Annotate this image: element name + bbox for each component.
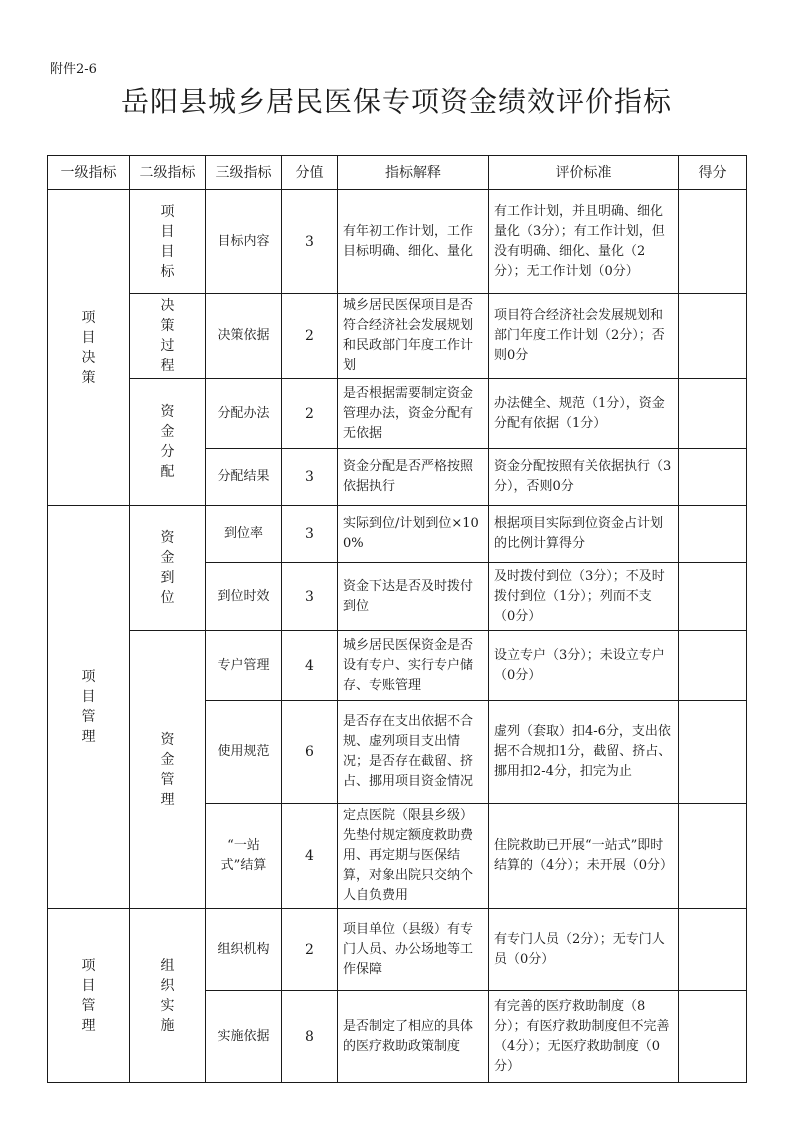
header-points: 得分	[679, 156, 747, 190]
level3-cell: 实施依据	[206, 991, 282, 1083]
standard-cell: 住院救助已开展“一站式”即时结算的（4分）；未开展（0分）	[489, 804, 679, 909]
level3-cell: 决策依据	[206, 294, 282, 379]
score-cell: 3	[282, 190, 338, 294]
score-cell: 4	[282, 804, 338, 909]
level1-cell	[48, 909, 130, 1083]
level1-label: 项目决策	[81, 309, 96, 386]
indicator-table	[47, 155, 747, 1083]
level3-cell: 使用规范	[206, 701, 282, 804]
document-title: 岳阳县城乡居民医保专项资金绩效评价指标	[120, 85, 672, 118]
score-cell: 2	[282, 379, 338, 449]
table-row	[48, 379, 747, 449]
standard-cell: 项目符合经济社会发展规划和部门年度工作计划（2分）；否则0分	[489, 294, 679, 379]
level3-cell: 分配结果	[206, 449, 282, 506]
header-score: 分值	[282, 156, 338, 190]
table-row	[48, 294, 747, 379]
points-cell	[679, 379, 747, 449]
score-cell: 2	[282, 294, 338, 379]
level2-label: 资金到位	[160, 530, 175, 606]
level3-cell: “一站式”结算	[206, 804, 282, 909]
explanation-cell: 有年初工作计划，工作目标明确、细化、量化	[338, 190, 489, 294]
score-cell: 4	[282, 631, 338, 701]
points-cell	[679, 804, 747, 909]
score-cell: 3	[282, 506, 338, 563]
points-cell	[679, 449, 747, 506]
score-cell: 3	[282, 563, 338, 631]
header-standard: 评价标准	[489, 156, 679, 190]
level3-cell: 分配办法	[206, 379, 282, 449]
standard-cell: 有工作计划，并且明确、细化量化（3分）；有工作计划，但没有明确、细化、量化（2分）；无工作计划（0分）	[489, 190, 679, 294]
score-cell: 8	[282, 991, 338, 1083]
table-row	[48, 631, 747, 701]
standard-cell: 及时拨付到位（3分）；不及时拨付到位（1分）；列而不支（0分）	[489, 563, 679, 631]
score-cell: 2	[282, 909, 338, 991]
standard-cell: 设立专户（3分）；未设立专户（0分）	[489, 631, 679, 701]
points-cell	[679, 631, 747, 701]
explanation-cell: 是否根据需要制定资金管理办法，资金分配有无依据	[338, 379, 489, 449]
explanation-cell: 实际到位/计划到位×100%	[338, 506, 489, 563]
explanation-cell: 定点医院（限县乡级）先垫付规定额度救助费用、再定期与医保结算，对象出院只交纳个人自负费用	[338, 804, 489, 909]
explanation-cell: 是否制定了相应的具体的医疗救助政策制度	[338, 991, 489, 1083]
level1-cell	[48, 506, 130, 909]
level2-label: 资金分配	[160, 404, 175, 480]
points-cell	[679, 563, 747, 631]
level1-label: 项目管理	[81, 669, 96, 745]
level2-cell	[130, 631, 206, 909]
level2-cell	[130, 294, 206, 379]
explanation-cell: 项目单位（县级）有专门人员、办公场地等工作保障	[338, 909, 489, 991]
level3-cell: 到位时效	[206, 563, 282, 631]
level2-label: 项目目标	[160, 203, 175, 280]
explanation-cell: 资金下达是否及时拨付到位	[338, 563, 489, 631]
points-cell	[679, 909, 747, 991]
standard-cell: 有完善的医疗救助制度（8分）；有医疗救助制度但不完善（4分）；无医疗救助制度（0分）	[489, 991, 679, 1083]
points-cell	[679, 294, 747, 379]
header-row	[48, 156, 747, 190]
score-cell: 6	[282, 701, 338, 804]
level2-label: 组织实施	[160, 957, 175, 1034]
level2-cell	[130, 190, 206, 294]
score-cell: 3	[282, 449, 338, 506]
level3-cell: 组织机构	[206, 909, 282, 991]
level2-label: 决策过程	[160, 298, 175, 374]
level1-cell	[48, 190, 130, 506]
header-level3: 三级指标	[206, 156, 282, 190]
standard-cell: 办法健全、规范（1分），资金分配有依据（1分）	[489, 379, 679, 449]
points-cell	[679, 701, 747, 804]
level3-cell: 到位率	[206, 506, 282, 563]
level2-cell	[130, 909, 206, 1083]
standard-cell: 资金分配按照有关依据执行（3分），否则0分	[489, 449, 679, 506]
attachment-label: 附件2-6	[50, 62, 97, 77]
table-row	[48, 909, 747, 991]
standard-cell: 虚列（套取）扣4-6分，支出依据不合规扣1分，截留、挤占、挪用扣2-4分，扣完为止	[489, 701, 679, 804]
explanation-cell: 是否存在支出依据不合规、虚列项目支出情况；是否存在截留、挤占、挪用项目资金情况	[338, 701, 489, 804]
explanation-cell: 城乡居民医保资金是否设有专户、实行专户储存、专账管理	[338, 631, 489, 701]
header-level1: 一级指标	[48, 156, 130, 190]
level2-label: 资金管理	[160, 731, 175, 808]
points-cell	[679, 190, 747, 294]
level2-cell	[130, 379, 206, 506]
level3-cell: 目标内容	[206, 190, 282, 294]
points-cell	[679, 506, 747, 563]
table-row	[48, 190, 747, 294]
level3-cell: 专户管理	[206, 631, 282, 701]
table-row	[48, 506, 747, 563]
header-explanation: 指标解释	[338, 156, 489, 190]
explanation-cell: 城乡居民医保项目是否符合经济社会发展规划和民政部门年度工作计划	[338, 294, 489, 379]
explanation-cell: 资金分配是否严格按照依据执行	[338, 449, 489, 506]
header-level2: 二级指标	[130, 156, 206, 190]
standard-cell: 根据项目实际到位资金占计划的比例计算得分	[489, 506, 679, 563]
level1-label: 项目管理	[81, 957, 96, 1034]
standard-cell: 有专门人员（2分）；无专门人员（0分）	[489, 909, 679, 991]
points-cell	[679, 991, 747, 1083]
level2-cell	[130, 506, 206, 631]
